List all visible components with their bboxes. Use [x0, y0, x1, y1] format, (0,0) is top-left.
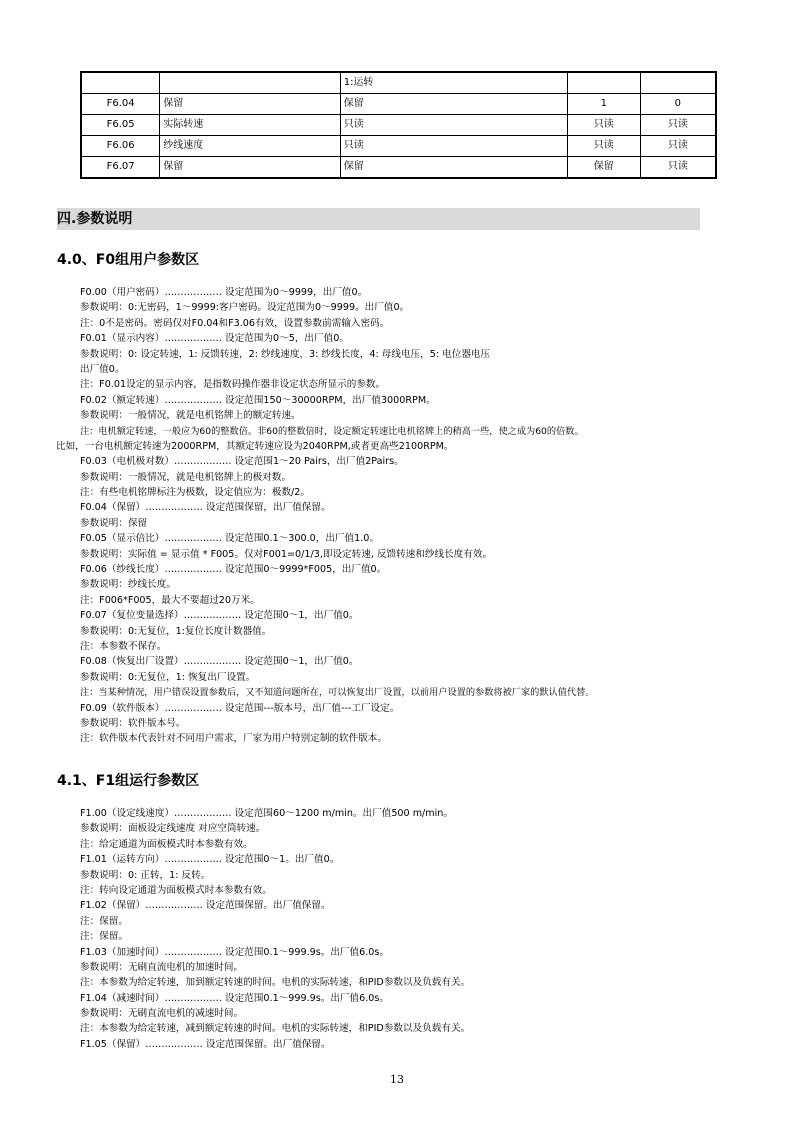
- text-line: F0.00（用户密码）……………… 设定范围为0～9999，出厂值0。: [80, 287, 368, 298]
- text-line: 注：软件版本代表针对不同用户需求，厂家为用户特别定制的软件版本。: [80, 733, 387, 745]
- param-col5: 只读: [640, 136, 716, 157]
- text-line: 比如，一台电机额定转速为2000RPM，其额定转速应设为2040RPM,或者更高些2100RPM。: [56, 440, 454, 452]
- param-col5: 只读: [640, 157, 716, 179]
- text-line: 参数说明：0:无复位，1:复位长度计数器值。: [80, 625, 272, 637]
- param-col4: 只读: [567, 115, 640, 136]
- table-row: [81, 115, 716, 136]
- text-line: F0.03（电机极对数）……………… 设定范围1～20 Pairs，出厂值2Pairs。: [80, 456, 404, 468]
- table-row: [81, 157, 716, 179]
- param-col5: [640, 72, 716, 94]
- text-line: 注：0不是密码。密码仅对F0.04和F3.06有效，设置参数前需输入密码。: [80, 317, 390, 329]
- table-row: [81, 72, 716, 94]
- text-line: 注：本参数不保存。: [80, 640, 167, 652]
- text-line: F0.08（恢复出厂设置）……………… 设定范围0～1，出厂值0。: [80, 656, 359, 668]
- param-name: 纱线速度: [160, 136, 340, 157]
- table-row: [81, 94, 716, 115]
- parameter-table: [80, 71, 717, 179]
- param-col5: 只读: [640, 115, 716, 136]
- param-code: F6.07: [81, 157, 160, 179]
- param-col4: 1: [567, 94, 640, 115]
- text-line: 参数说明：0:无复位，1: 恢复出厂设置。: [80, 671, 256, 683]
- text-line: 参数说明：0: 设定转速，1: 反馈转速，2: 纱线速度，3: 纱线长度，4: 母线电压，5: 电位器电压: [80, 348, 491, 360]
- text-line: F0.06（纱线长度）……………… 设定范围0～9999*F005，出厂值0。: [80, 564, 387, 576]
- param-name: 保留: [160, 94, 340, 115]
- text-line: F1.00（设定线速度）……………… 设定范围60～1200 m/min。出厂值500 m/min。: [80, 808, 453, 819]
- text-line: 注：F0.01设定的显示内容，是指数码操作器非设定状态所显示的参数。: [80, 379, 386, 391]
- text-line: 注：当某种情况，用户错误设置参数后，又不知道问题所在，可以恢复出厂设置，以前用户设置的参数将被厂家的默认值代替。: [80, 687, 595, 699]
- text-line: 参数说明：无刷直流电机的加速时间。: [80, 961, 244, 973]
- text-line: F1.03（加速时间）……………… 设定范围0.1～999.9s。出厂值6.0s。: [80, 946, 389, 958]
- param-range: 保留: [340, 94, 567, 115]
- text-line: F0.07（复位变量选择）……………… 设定范围0～1，出厂值0。: [80, 610, 359, 622]
- text-line: 注：保留。: [80, 915, 128, 927]
- text-line: 参数说明：保留: [80, 517, 148, 529]
- text-line: 出厂值0。: [80, 363, 125, 375]
- param-code: F6.06: [81, 136, 160, 157]
- text-line: 参数说明：面板设定线速度 对应空筒转速。: [80, 823, 266, 835]
- group-f1-title: 4.1、F1组运行参数区: [57, 773, 200, 789]
- text-line: F0.09（软件版本）……………… 设定范围---版本号，出厂值---工厂设定。: [80, 702, 400, 714]
- text-line: 注：有些电机铭牌标注为极数，设定值应为：极数/2。: [80, 487, 310, 499]
- section-title: 四.参数说明: [57, 211, 133, 227]
- text-line: 参数说明：一般情况，就是电机铭牌上的极对数。: [80, 471, 292, 483]
- text-line: F0.04（保留）……………… 设定范围保留，出厂值保留。: [80, 502, 331, 514]
- param-range: 1:运转: [340, 72, 567, 94]
- text-line: F0.05（显示倍比）……………… 设定范围0.1～300.0，出厂值1.0。: [80, 533, 379, 545]
- text-line: 注：本参数为给定转速，加到额定转速的时间。电机的实际转速，和PID参数以及负载有关。: [80, 977, 471, 989]
- param-name: 实际转速: [160, 115, 340, 136]
- text-line: 参数说明：纱线长度。: [80, 579, 176, 591]
- param-range: 保留: [340, 157, 567, 179]
- group-f0-body: [56, 285, 740, 747]
- text-line: F0.01（显示内容）……………… 设定范围为0～5，出厂值0。: [80, 333, 349, 345]
- param-range: 只读: [340, 136, 567, 157]
- text-line: F1.04（减速时间）……………… 设定范围0.1～999.9s。出厂值6.0s。: [80, 992, 389, 1004]
- text-line: 参数说明：实际值 = 显示值 * F005。仅对F001=0/1/3,即设定转速, 反馈转速和纱线长度有效。: [80, 548, 493, 560]
- param-col4: 保留: [567, 157, 640, 179]
- param-code: [81, 72, 160, 94]
- param-range: 只读: [340, 115, 567, 136]
- param-name: [160, 72, 340, 94]
- page-number: 13: [390, 1073, 404, 1086]
- param-col4: [567, 72, 640, 94]
- group-f0-title: 4.0、F0组用户参数区: [57, 252, 200, 268]
- text-line: 参数说明：无刷直流电机的减速时间。: [80, 1008, 244, 1020]
- table-row: [81, 136, 716, 157]
- param-code: F6.04: [81, 94, 160, 115]
- text-line: 注：F006*F005，最大不要超过20万米。: [80, 594, 260, 606]
- text-line: F1.01（运转方向）……………… 设定范围0～1。出厂值0。: [80, 854, 340, 866]
- section-heading-bar: [57, 208, 700, 230]
- param-name: 保留: [160, 157, 340, 179]
- text-line: F0.02（额定转速）……………… 设定范围150～30000RPM，出厂值3000RPM。: [80, 394, 436, 406]
- text-line: 参数说明：一般情况，就是电机铭牌上的额定转速。: [80, 410, 301, 422]
- text-line: 注：电机额定转速，一般应为60的整数倍。非60的整数倍时，设定额定转速比电机铭牌上的稍高一些，使之成为60的倍数。: [80, 425, 584, 437]
- param-code: F6.05: [81, 115, 160, 136]
- text-line: F1.02（保留）……………… 设定范围保留。出厂值保留。: [80, 900, 331, 912]
- group-f1-body: [80, 806, 740, 1052]
- text-line: 注：转向设定通道为面板模式时本参数有效。: [80, 884, 272, 896]
- param-col4: 只读: [567, 136, 640, 157]
- text-line: 参数说明：0:无密码，1～9999:客户密码。设定范围为0～9999。出厂值0。: [80, 302, 410, 314]
- text-line: 注：本参数为给定转速，减到额定转速的时间。电机的实际转速，和PID参数以及负载有关。: [80, 1023, 471, 1035]
- text-line: 参数说明：软件版本号。: [80, 717, 186, 729]
- text-line: 注：给定通道为面板模式时本参数有效。: [80, 838, 253, 850]
- text-line: 注：保留。: [80, 931, 128, 943]
- param-col5: 0: [640, 94, 716, 115]
- text-line: 参数说明：0: 正转，1: 反转。: [80, 869, 211, 881]
- text-line: F1.05（保留）……………… 设定范围保留。出厂值保留。: [80, 1038, 331, 1050]
